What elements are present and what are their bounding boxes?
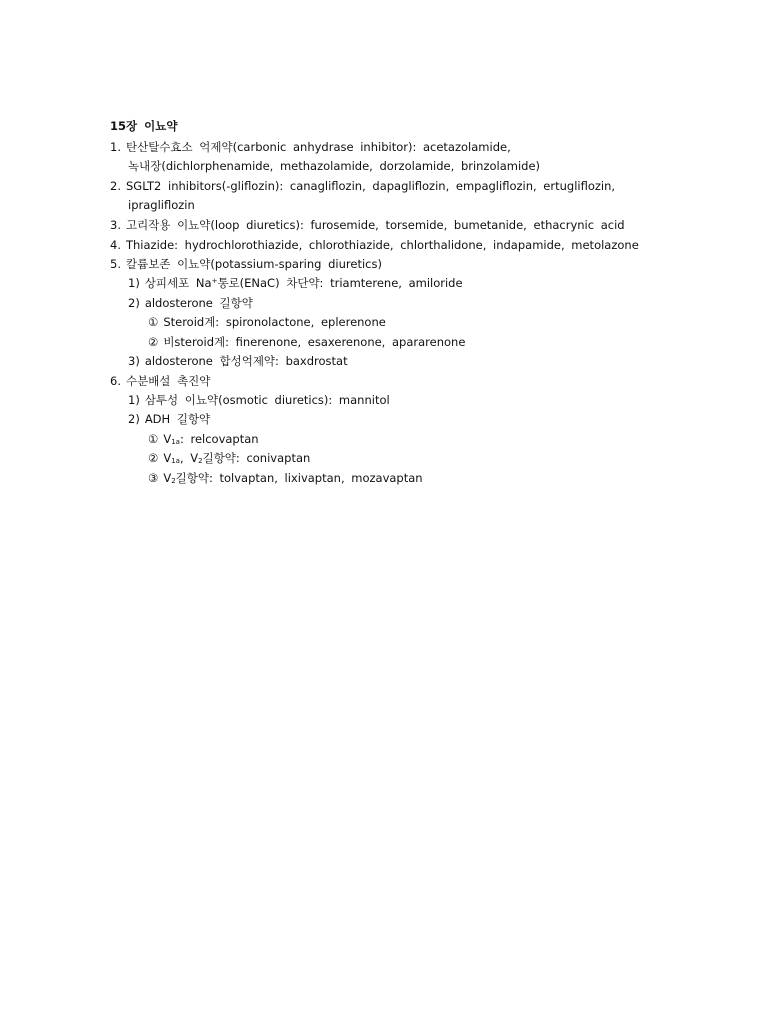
- circled-item-text: : relcovaptan: [179, 432, 259, 446]
- circled-item-1: [148, 314, 386, 330]
- circled-number: ③: [148, 471, 159, 485]
- receptor-v: V: [163, 432, 172, 446]
- receptor-subscript: 2: [171, 477, 176, 485]
- list-item-5: [110, 256, 382, 272]
- item-number: 6.: [110, 374, 121, 388]
- circled-item-6-2: [148, 450, 310, 466]
- receptor-subscript-2: 2: [198, 457, 203, 465]
- list-item-2: [110, 178, 615, 194]
- sub-item-number: 2): [128, 412, 140, 426]
- receptor-v: V: [163, 451, 172, 465]
- circled-item-text: 길항약: tolvaptan, lixivaptan, mozavaptan: [175, 471, 423, 485]
- circled-number: ②: [148, 335, 159, 349]
- item-number: 1.: [110, 140, 121, 154]
- superscript-plus: +: [211, 277, 218, 285]
- circled-number: ①: [148, 432, 159, 446]
- item-text: 수분배설 촉진약: [125, 374, 211, 388]
- sub-item-text-pre: 상피세포 Na: [144, 276, 212, 290]
- receptor-subscript: 1a: [171, 438, 180, 446]
- sub-item-number: 1): [128, 393, 140, 407]
- list-item-1-continuation: 녹내장(dichlorphenamide, methazolamide, dorzolamide, brinzolamide): [128, 159, 541, 173]
- sub-item-number: 3): [128, 354, 140, 368]
- sub-item-6-2: [128, 411, 210, 427]
- circled-item-text: 길항약: conivaptan: [202, 451, 311, 465]
- sub-item-number: 2): [128, 296, 140, 310]
- circled-item-6-1: [148, 431, 259, 447]
- sub-item-text: 삼투성 이뇨약(osmotic diuretics): mannitol: [144, 393, 390, 407]
- list-item-2-continuation: ipragliflozin: [128, 198, 195, 212]
- item-text: 칼륨보존 이뇨약(potassium-sparing diuretics): [125, 257, 382, 271]
- receptor-v: V: [163, 471, 172, 485]
- sub-item-6-1: [128, 392, 390, 408]
- sub-item-5-3: [128, 353, 348, 369]
- circled-item-6-3: [148, 470, 423, 486]
- item-text: 고리작용 이뇨약(loop diuretics): furosemide, torsemide, bumetanide, ethacrynic acid: [125, 218, 625, 232]
- item-text: SGLT2 inhibitors(-gliflozin): canagliflozin, dapagliflozin, empagliflozin, ertugliflozin,: [125, 179, 616, 193]
- list-item-4: [110, 237, 639, 253]
- chapter-title: 15장 이뇨약: [110, 119, 178, 133]
- item-text: 탄산탈수효소 억제약(carbonic anhydrase inhibitor): acetazolamide,: [125, 140, 511, 154]
- item-number: 2.: [110, 179, 121, 193]
- list-item-1: [110, 139, 511, 155]
- sub-item-text: aldosterone 합성억제약: baxdrostat: [144, 354, 348, 368]
- sub-item-text: ADH 길항약: [144, 412, 211, 426]
- sub-item-5-1: [128, 275, 463, 291]
- circled-item-text: 비steroid계: finerenone, esaxerenone, apararenone: [163, 335, 466, 349]
- sub-item-5-2: [128, 295, 253, 311]
- sub-item-text: aldosterone 길항약: [144, 296, 253, 310]
- receptor-v2: , V: [179, 451, 199, 465]
- circled-number: ②: [148, 451, 159, 465]
- circled-item-text: Steroid계: spironolactone, eplerenone: [163, 315, 386, 329]
- item-text: Thiazide: hydrochlorothiazide, chlorothiazide, chlorthalidone, indapamide, metolazone: [125, 238, 639, 252]
- circled-number: ①: [148, 315, 159, 329]
- list-item-6: [110, 373, 210, 389]
- list-item-3: [110, 217, 625, 233]
- item-number: 5.: [110, 257, 121, 271]
- sub-item-number: 1): [128, 276, 140, 290]
- item-number: 3.: [110, 218, 121, 232]
- receptor-subscript: 1a: [171, 457, 180, 465]
- sub-item-text-post: 통로(ENaC) 차단약: triamterene, amiloride: [217, 276, 463, 290]
- circled-item-2: [148, 334, 465, 350]
- item-number: 4.: [110, 238, 121, 252]
